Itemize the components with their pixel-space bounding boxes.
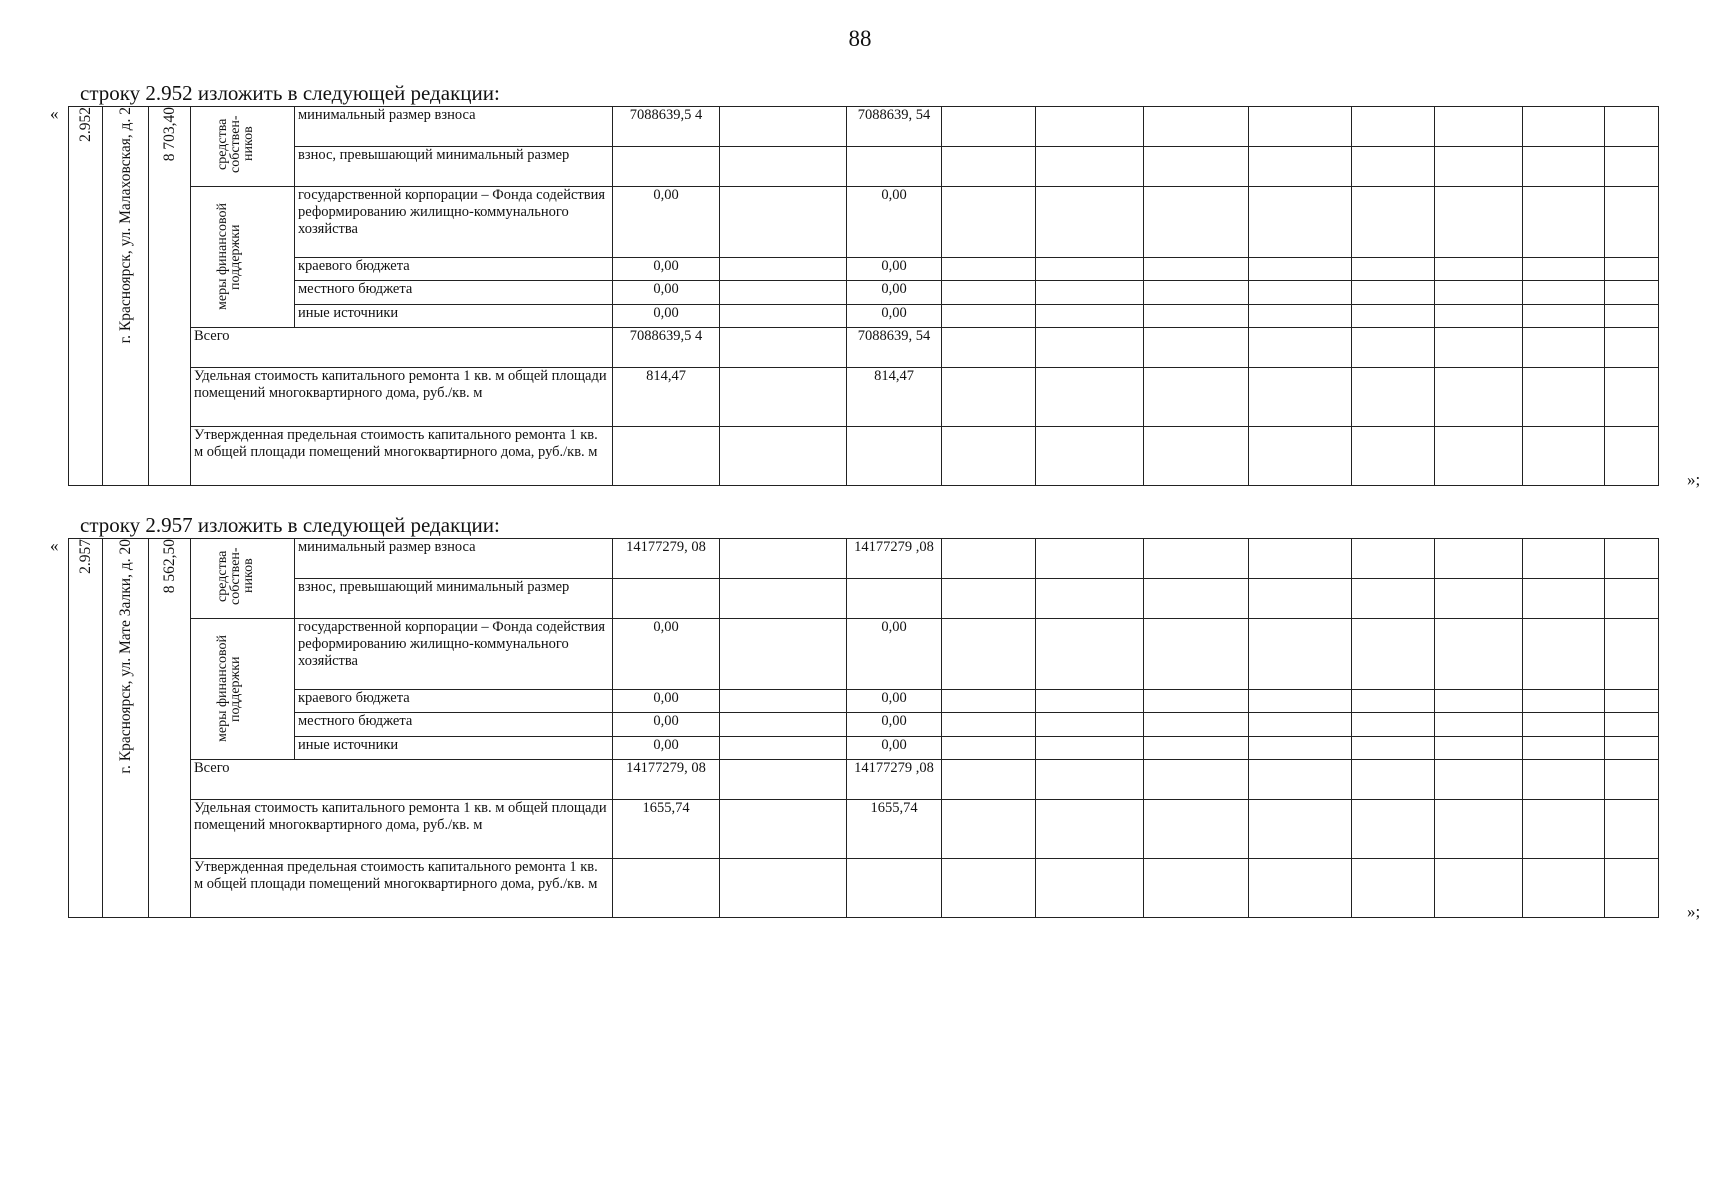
close-quote: »;	[1687, 902, 1701, 921]
table-row	[69, 689, 1659, 713]
row-label: Всего	[191, 328, 613, 368]
row-label: государственной корпорации – Фонда содействия реформированию жилищно-коммунального хозяйства	[295, 619, 613, 690]
group-support-label: меры финансовой поддержки	[214, 203, 243, 311]
value-cell: 0,00	[613, 187, 720, 258]
close-quote: »;	[1687, 470, 1701, 489]
table-row	[69, 539, 1659, 579]
row-label: взнос, превышающий минимальный размер	[295, 579, 613, 619]
area-cell	[149, 107, 191, 486]
row-label: минимальный размер взноса	[295, 539, 613, 579]
value-cell: 0,00	[847, 689, 942, 713]
value-cell: 0,00	[847, 619, 942, 690]
value-cell: 0,00	[613, 281, 720, 305]
table-row	[69, 257, 1659, 281]
value-cell: 7088639, 54	[847, 328, 942, 368]
group-owners-cell	[191, 107, 295, 187]
table-row	[69, 427, 1659, 486]
amendment-table	[68, 538, 1659, 918]
amendment-intro: строку 2.957 изложить в следующей редакции:	[80, 513, 500, 537]
value-cell: 14177279, 08	[613, 539, 720, 579]
table-row	[69, 328, 1659, 368]
group-support-cell	[191, 619, 295, 760]
open-quote: «	[50, 104, 59, 123]
table-row	[69, 579, 1659, 619]
value-cell: 0,00	[613, 619, 720, 690]
value-cell: 14177279, 08	[613, 760, 720, 800]
group-support-cell	[191, 187, 295, 328]
row-number: 2.952	[76, 107, 94, 142]
value-cell: 0,00	[613, 713, 720, 737]
value-cell: 0,00	[847, 736, 942, 760]
address-cell	[103, 107, 149, 486]
row-label: Утвержденная предельная стоимость капитального ремонта 1 кв. м общей площади помещений многоквартирного дома, руб./кв. м	[191, 859, 613, 918]
table-row	[69, 368, 1659, 427]
value-cell: 7088639,5 4	[613, 107, 720, 147]
value-cell: 7088639, 54	[847, 107, 942, 147]
value-cell: 0,00	[613, 257, 720, 281]
value-cell: 0,00	[613, 304, 720, 328]
table-row	[69, 107, 1659, 147]
value-cell: 0,00	[613, 736, 720, 760]
page-number: 88	[848, 26, 872, 51]
row-label: иные источники	[295, 736, 613, 760]
table-row	[69, 187, 1659, 258]
address: г. Красноярск, ул. Малаховская, д. 2	[116, 107, 134, 344]
row-label: местного бюджета	[295, 281, 613, 305]
row-label: Удельная стоимость капитального ремонта 1 кв. м общей площади помещений многоквартирного дома, руб./кв. м	[191, 800, 613, 859]
row-number-cell	[69, 107, 103, 486]
group-support-label: меры финансовой поддержки	[214, 635, 243, 743]
area: 8 562,50	[160, 539, 178, 594]
table-row	[69, 859, 1659, 918]
value-cell: 0,00	[847, 187, 942, 258]
row-label: Всего	[191, 760, 613, 800]
table-row	[69, 304, 1659, 328]
value-cell: 14177279 ,08	[847, 539, 942, 579]
amendment-intro: строку 2.952 изложить в следующей редакции:	[80, 81, 500, 105]
value-cell: 0,00	[847, 281, 942, 305]
row-label: местного бюджета	[295, 713, 613, 737]
row-label: взнос, превышающий минимальный размер	[295, 147, 613, 187]
table-row	[69, 147, 1659, 187]
row-label: Удельная стоимость капитального ремонта 1 кв. м общей площади помещений многоквартирного дома, руб./кв. м	[191, 368, 613, 427]
value-cell: 0,00	[847, 304, 942, 328]
row-label: государственной корпорации – Фонда содействия реформированию жилищно-коммунального хозяйства	[295, 187, 613, 258]
area: 8 703,40	[160, 107, 178, 162]
table-row	[69, 619, 1659, 690]
address: г. Красноярск, ул. Мате Залки, д. 20	[116, 539, 134, 774]
row-label: краевого бюджета	[295, 257, 613, 281]
row-number: 2.957	[76, 539, 94, 574]
table-row	[69, 736, 1659, 760]
row-label: минимальный размер взноса	[295, 107, 613, 147]
open-quote: «	[50, 536, 59, 555]
table-row	[69, 281, 1659, 305]
value-cell: 1655,74	[613, 800, 720, 859]
table-row	[69, 713, 1659, 737]
amendment-table	[68, 106, 1659, 486]
value-cell: 7088639,5 4	[613, 328, 720, 368]
value-cell: 14177279 ,08	[847, 760, 942, 800]
group-owners-label: средства собствен-ников	[214, 547, 256, 605]
table-row	[69, 800, 1659, 859]
row-number-cell	[69, 539, 103, 918]
value-cell: 814,47	[613, 368, 720, 427]
value-cell: 0,00	[847, 713, 942, 737]
value-cell: 1655,74	[847, 800, 942, 859]
value-cell: 814,47	[847, 368, 942, 427]
area-cell	[149, 539, 191, 918]
row-label: краевого бюджета	[295, 689, 613, 713]
table-row	[69, 760, 1659, 800]
address-cell	[103, 539, 149, 918]
value-cell: 0,00	[847, 257, 942, 281]
group-owners-label: средства собствен-ников	[214, 115, 256, 173]
row-label: иные источники	[295, 304, 613, 328]
value-cell: 0,00	[613, 689, 720, 713]
group-owners-cell	[191, 539, 295, 619]
row-label: Утвержденная предельная стоимость капитального ремонта 1 кв. м общей площади помещений многоквартирного дома, руб./кв. м	[191, 427, 613, 486]
